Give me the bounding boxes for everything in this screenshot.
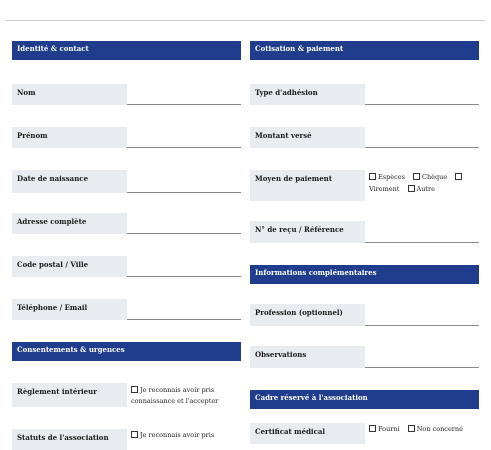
section-header-cadre: Cadre réservé à l'association (250, 390, 479, 409)
checkbox-virement[interactable] (455, 173, 462, 180)
input-nom[interactable] (127, 84, 241, 105)
input-type-adhesion[interactable] (365, 84, 479, 105)
field-row-telephone (12, 299, 241, 320)
input-naissance[interactable] (127, 170, 241, 193)
statuts-checkbox[interactable] (131, 431, 138, 438)
field-label-naissance: Date de naissance (12, 170, 127, 193)
input-observations[interactable] (365, 346, 479, 368)
input-adresse[interactable] (127, 213, 241, 234)
field-label-type-adhesion: Type d'adhésion (250, 84, 365, 105)
left-column (12, 41, 241, 450)
statuts-consent (127, 429, 241, 450)
field-row-profession (250, 304, 479, 326)
field-row-reglement (12, 383, 241, 407)
checkbox-cheque[interactable] (413, 173, 420, 180)
field-label-adresse: Adresse complète (12, 213, 127, 234)
field-label-moyen: Moyen de paiement (250, 170, 365, 201)
option-especes: Espèces (378, 173, 405, 181)
input-recu[interactable] (365, 221, 479, 243)
option-fourni: Fourni (378, 425, 400, 433)
top-divider (6, 20, 485, 21)
reglement-checkbox[interactable] (131, 386, 138, 393)
option-virement: Virement (369, 185, 400, 193)
input-profession[interactable] (365, 304, 479, 326)
field-label-reglement: Règlement intérieur (12, 383, 127, 407)
field-label-montant: Montant versé (250, 127, 365, 148)
checkbox-autre[interactable] (408, 185, 415, 192)
moyen-options (365, 170, 479, 201)
input-prenom[interactable] (127, 127, 241, 148)
input-codepostal[interactable] (127, 256, 241, 277)
input-telephone[interactable] (127, 299, 241, 320)
checkbox-non-concerne[interactable] (408, 425, 415, 432)
option-cheque: Chèque (422, 173, 448, 181)
field-row-adresse (12, 213, 241, 234)
field-row-prenom (12, 127, 241, 148)
section-header-consentements: Consentements & urgences (12, 342, 241, 361)
option-non-concerne: Non concerné (416, 425, 463, 433)
section-header-identite: Identité & contact (12, 41, 241, 60)
field-label-observations: Observations (250, 346, 365, 368)
field-row-statuts (12, 429, 241, 450)
reglement-consent (127, 383, 241, 407)
field-row-naissance (12, 170, 241, 193)
field-row-observations (250, 346, 479, 368)
field-label-certificat: Certificat médical (250, 423, 365, 444)
checkbox-fourni[interactable] (369, 425, 376, 432)
input-montant[interactable] (365, 127, 479, 148)
field-row-nom (12, 84, 241, 105)
field-label-recu: N° de reçu / Référence (250, 221, 365, 243)
field-row-type-adhesion (250, 84, 479, 105)
certificat-options (365, 423, 479, 444)
reglement-consent-text: Je reconnais avoir pris connaissance et l'accepter (131, 386, 219, 405)
field-label-nom: Nom (12, 84, 127, 105)
right-column (250, 41, 479, 444)
field-row-moyen (250, 170, 479, 201)
section-header-infos: Informations complémentaires (250, 265, 479, 284)
field-row-montant (250, 127, 479, 148)
field-label-profession: Profession (optionnel) (250, 304, 365, 326)
option-autre: Autre (416, 185, 435, 193)
field-label-prenom: Prénom (12, 127, 127, 148)
field-label-telephone: Téléphone / Email (12, 299, 127, 320)
section-header-cotisation: Cotisation & paiement (250, 41, 479, 60)
statuts-consent-text: Je reconnais avoir pris (140, 431, 215, 439)
field-label-statuts: Statuts de l'association (12, 429, 127, 450)
field-row-certificat (250, 423, 479, 444)
checkbox-especes[interactable] (369, 173, 376, 180)
field-row-codepostal (12, 256, 241, 277)
field-row-recu (250, 221, 479, 243)
field-label-codepostal: Code postal / Ville (12, 256, 127, 277)
